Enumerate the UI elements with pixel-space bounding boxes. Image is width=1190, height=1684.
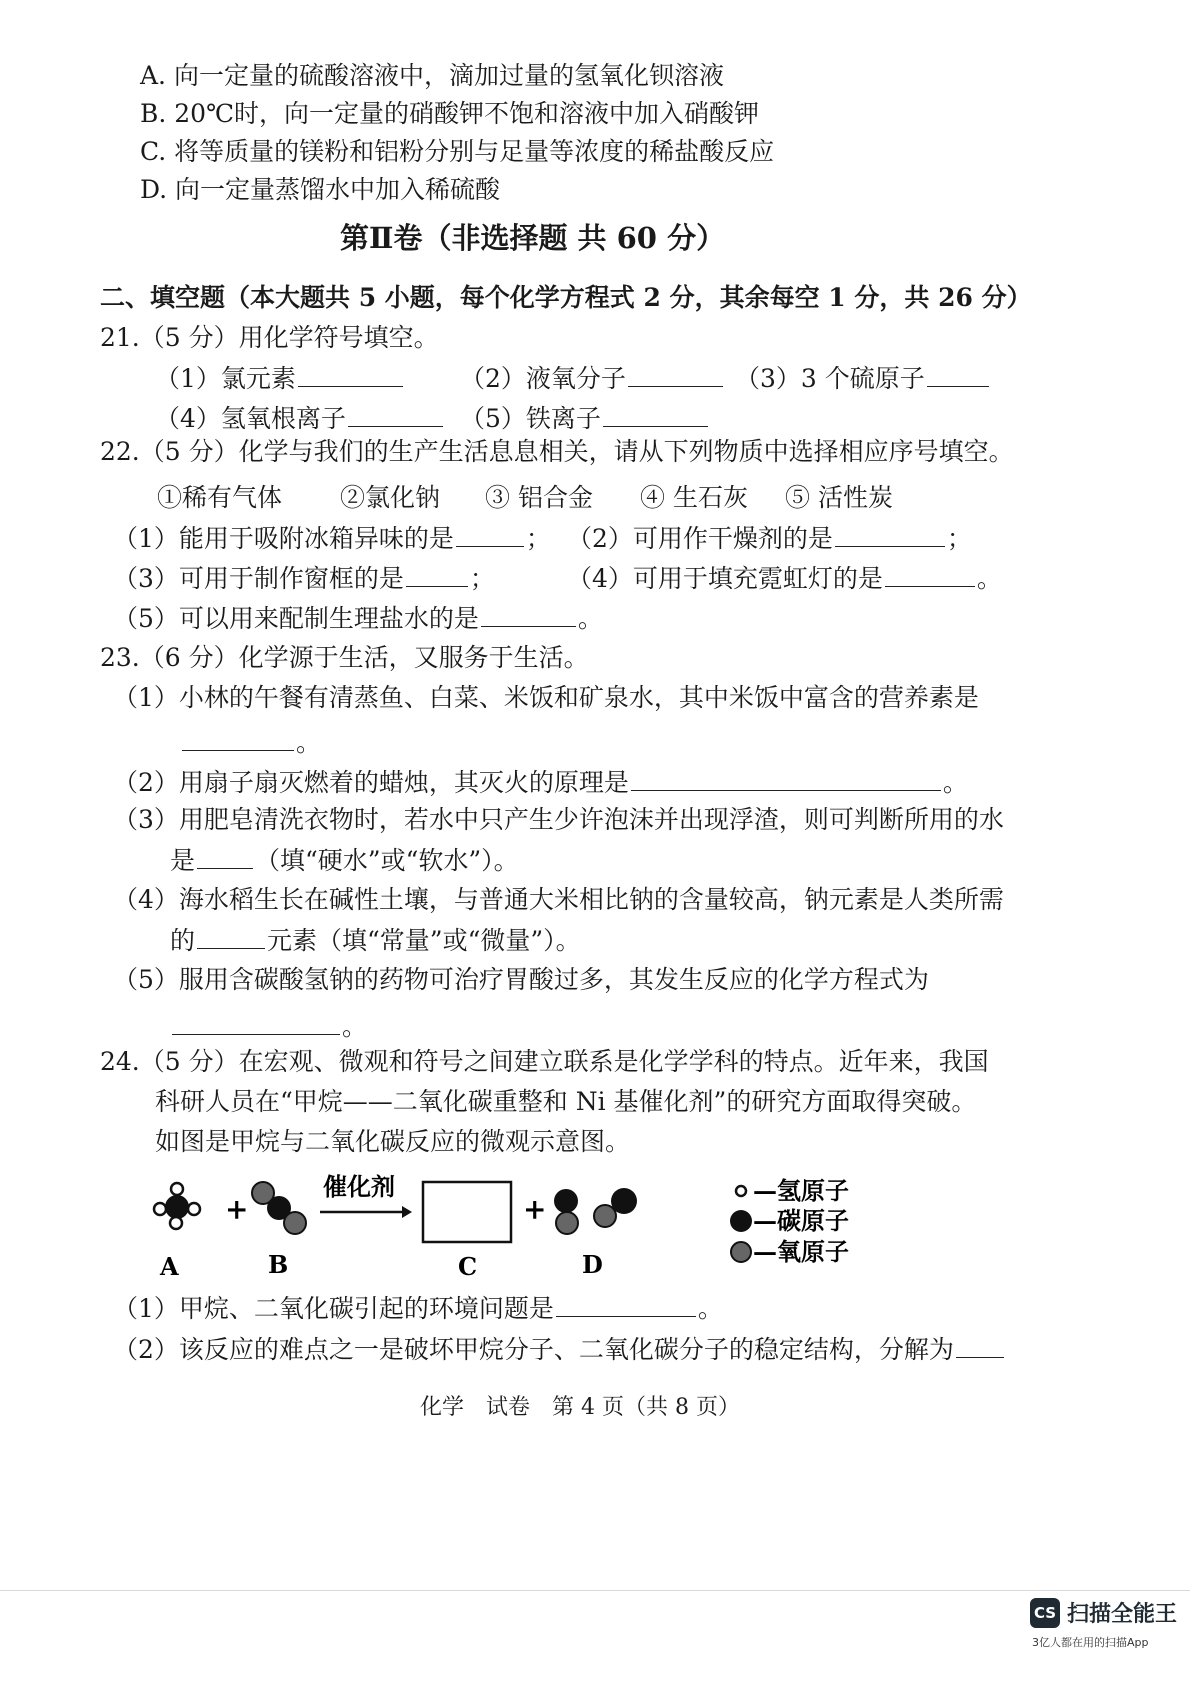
q24-line1: 24.（5 分）在宏观、微观和符号之间建立联系是化学学科的特点。近年来，我国 — [100, 1047, 989, 1076]
legend-oxygen: —氧原子 — [753, 1237, 849, 1266]
punct: 。 — [976, 564, 1002, 593]
option-c: C. 将等质量的镁粉和铝粉分别与足量等浓度的稀盐酸反应 — [140, 137, 775, 166]
answer-blank[interactable] — [406, 562, 468, 587]
plus-sign: + — [523, 1193, 547, 1226]
q23-item3-post: （填“硬水”或“软水”）。 — [255, 846, 519, 875]
q21-item2 — [460, 362, 725, 395]
label-c: C — [458, 1252, 478, 1281]
q23-item2-label: （2）用扇子扇灭燃着的蜡烛，其灭火的原理是 — [113, 768, 629, 797]
q22-item3-label: （3）可用于制作窗框的是 — [113, 564, 404, 593]
q23-item2 — [113, 766, 968, 799]
q22-item5-label: （5）可以用来配制生理盐水的是 — [113, 604, 479, 633]
q21-item1 — [155, 362, 405, 395]
q22-stem: 22.（5 分）化学与我们的生产生活息息相关，请从下列物质中选择相应序号填空。 — [100, 437, 1014, 466]
q24-line3: 如图是甲烷与二氧化碳反应的微观示意图。 — [155, 1127, 631, 1156]
answer-blank[interactable] — [456, 522, 524, 547]
answer-blank[interactable] — [182, 726, 294, 751]
q24-item1-label: （1）甲烷、二氧化碳引起的环境问题是 — [113, 1294, 554, 1323]
q22-item3 — [113, 562, 495, 595]
answer-blank[interactable] — [481, 602, 576, 627]
q22-item4-label: （4）可用于填充霓虹灯的是 — [567, 564, 883, 593]
answer-blank[interactable] — [197, 924, 265, 949]
legend-hydrogen: —氢原子 — [753, 1176, 849, 1205]
answer-blank[interactable] — [631, 766, 941, 791]
hydrogen-atom-icon — [188, 1203, 200, 1215]
oxygen-atom-icon — [284, 1212, 306, 1234]
label-a: A — [160, 1252, 179, 1281]
q22-choice-5: ⑤ 活性炭 — [785, 483, 893, 512]
q23-item3-line2 — [170, 844, 519, 877]
option-d: D. 向一定量蒸馏水中加入稀硫酸 — [140, 175, 501, 204]
q21-item4-label: （4）氢氧根离子 — [155, 404, 346, 433]
q21-item5-label: （5）铁离子 — [460, 404, 601, 433]
legend-carbon: —碳原子 — [753, 1206, 849, 1235]
label-d: D — [582, 1250, 603, 1279]
q21-item2-label: （2）液氧分子 — [460, 364, 626, 393]
q22-choice-4: ④ 生石灰 — [640, 483, 748, 512]
option-b: B. 20℃时，向一定量的硝酸钾不饱和溶液中加入硝酸钾 — [140, 99, 760, 128]
carbon-legend-icon — [730, 1210, 752, 1232]
q23-item4-line2 — [170, 924, 581, 957]
q22-choice-3: ③ 铝合金 — [485, 483, 593, 512]
q21-item3 — [735, 362, 991, 395]
punct: 。 — [697, 1294, 723, 1323]
hydrogen-atom-icon — [154, 1203, 166, 1215]
q22-item1 — [113, 522, 551, 555]
q23-item5-line1: （5）服用含碳酸氢钠的药物可治疗胃酸过多，其发生反应的化学方程式为 — [113, 965, 929, 994]
punct: 。 — [296, 728, 322, 757]
punct: 。 — [577, 604, 603, 633]
scanner-tagline: 3亿人都在用的扫描App — [1032, 1636, 1149, 1649]
oxygen-atom-icon — [594, 1205, 616, 1227]
legend — [730, 1176, 849, 1266]
punct: 。 — [942, 768, 968, 797]
molecule-a-methane — [154, 1183, 200, 1229]
answer-blank[interactable] — [835, 522, 945, 547]
q23-item4-post: 元素（填“常量”或“微量”）。 — [267, 926, 581, 955]
q21-item4 — [155, 402, 445, 435]
answer-blank[interactable] — [927, 362, 989, 387]
oxygen-atom-icon — [556, 1212, 578, 1234]
molecule-b-co2 — [252, 1182, 306, 1234]
option-a: A. 向一定量的硫酸溶液中，滴加过量的氢氧化钡溶液 — [140, 61, 724, 90]
q23-stem: 23.（6 分）化学源于生活，又服务于生活。 — [100, 643, 589, 672]
scanner-app-name: 扫描全能王 — [1067, 1602, 1178, 1627]
hydrogen-atom-icon — [170, 1217, 182, 1229]
q24-line2: 科研人员在“甲烷——二氧化碳重整和 Ni 基催化剂”的研究方面取得突破。 — [155, 1087, 977, 1116]
carbon-atom-icon — [554, 1189, 578, 1213]
divider — [0, 1590, 1190, 1591]
answer-blank[interactable] — [603, 402, 708, 427]
scanner-logo-icon: CS — [1030, 1598, 1060, 1628]
q22-item2 — [567, 522, 972, 555]
q23-item4-pre: 的 — [170, 926, 196, 955]
q21-stem: 21.（5 分）用化学符号填空。 — [100, 323, 439, 352]
catalyst-label: 催化剂 — [323, 1172, 395, 1201]
section-title: 第Ⅱ卷（非选择题 共 60 分） — [340, 221, 726, 255]
q22-item4 — [567, 562, 1002, 595]
q24-item2-label: （2）该反应的难点之一是破坏甲烷分子、二氧化碳分子的稳定结构，分解为 — [113, 1335, 954, 1364]
page-footer: 化学 试卷 第 4 页（共 8 页） — [420, 1395, 740, 1420]
arrow-head-icon — [402, 1206, 412, 1218]
punct: ； — [469, 564, 495, 593]
q21-item3-label: （3）3 个硫原子 — [735, 364, 925, 393]
q22-choice-2: ②氯化钠 — [340, 483, 441, 512]
q21-item5 — [460, 402, 710, 435]
part2-header: 二、填空题（本大题共 5 小题，每个化学方程式 2 分，其余每空 1 分，共 26 分） — [100, 283, 1032, 312]
molecule-d — [554, 1188, 637, 1234]
hydrogen-atom-icon — [171, 1183, 183, 1195]
q23-item1-line2 — [180, 726, 321, 759]
answer-blank[interactable] — [628, 362, 723, 387]
answer-blank[interactable] — [956, 1333, 1004, 1358]
punct: 。 — [342, 1012, 368, 1041]
q23-item4-line1: （4）海水稻生长在碱性土壤，与普通大米相比钠的含量较高，钠元素是人类所需 — [113, 885, 1004, 914]
answer-blank[interactable] — [556, 1292, 696, 1317]
carbon-atom-icon — [165, 1195, 189, 1219]
answer-blank[interactable] — [197, 844, 253, 869]
molecule-c-box — [423, 1182, 511, 1242]
hydrogen-legend-icon — [736, 1186, 746, 1196]
punct: ； — [946, 524, 972, 553]
q22-item5 — [113, 602, 603, 635]
q22-item1-label: （1）能用于吸附冰箱异味的是 — [113, 524, 454, 553]
q22-item2-label: （2）可用作干燥剂的是 — [567, 524, 833, 553]
q24-item2 — [113, 1333, 1006, 1366]
reaction-diagram — [140, 1165, 960, 1290]
plus-sign: + — [225, 1193, 249, 1226]
q21-item1-label: （1）氯元素 — [155, 364, 296, 393]
label-b: B — [268, 1250, 289, 1279]
punct: ； — [525, 524, 551, 553]
answer-blank[interactable] — [172, 1010, 340, 1035]
oxygen-legend-icon — [731, 1242, 751, 1262]
answer-blank[interactable] — [885, 562, 975, 587]
q23-item1-line1: （1）小林的午餐有清蒸鱼、白菜、米饭和矿泉水，其中米饭中富含的营养素是 — [113, 683, 979, 712]
q24-item1 — [113, 1292, 723, 1325]
q22-choice-1: ①稀有气体 — [157, 483, 283, 512]
q23-item3-line1: （3）用肥皂清洗衣物时，若水中只产生少许泡沫并出现浮渣，则可判断所用的水 — [113, 805, 1004, 834]
q23-item5-line2 — [170, 1010, 367, 1043]
answer-blank[interactable] — [298, 362, 403, 387]
answer-blank[interactable] — [348, 402, 443, 427]
q23-item3-pre: 是 — [170, 846, 196, 875]
